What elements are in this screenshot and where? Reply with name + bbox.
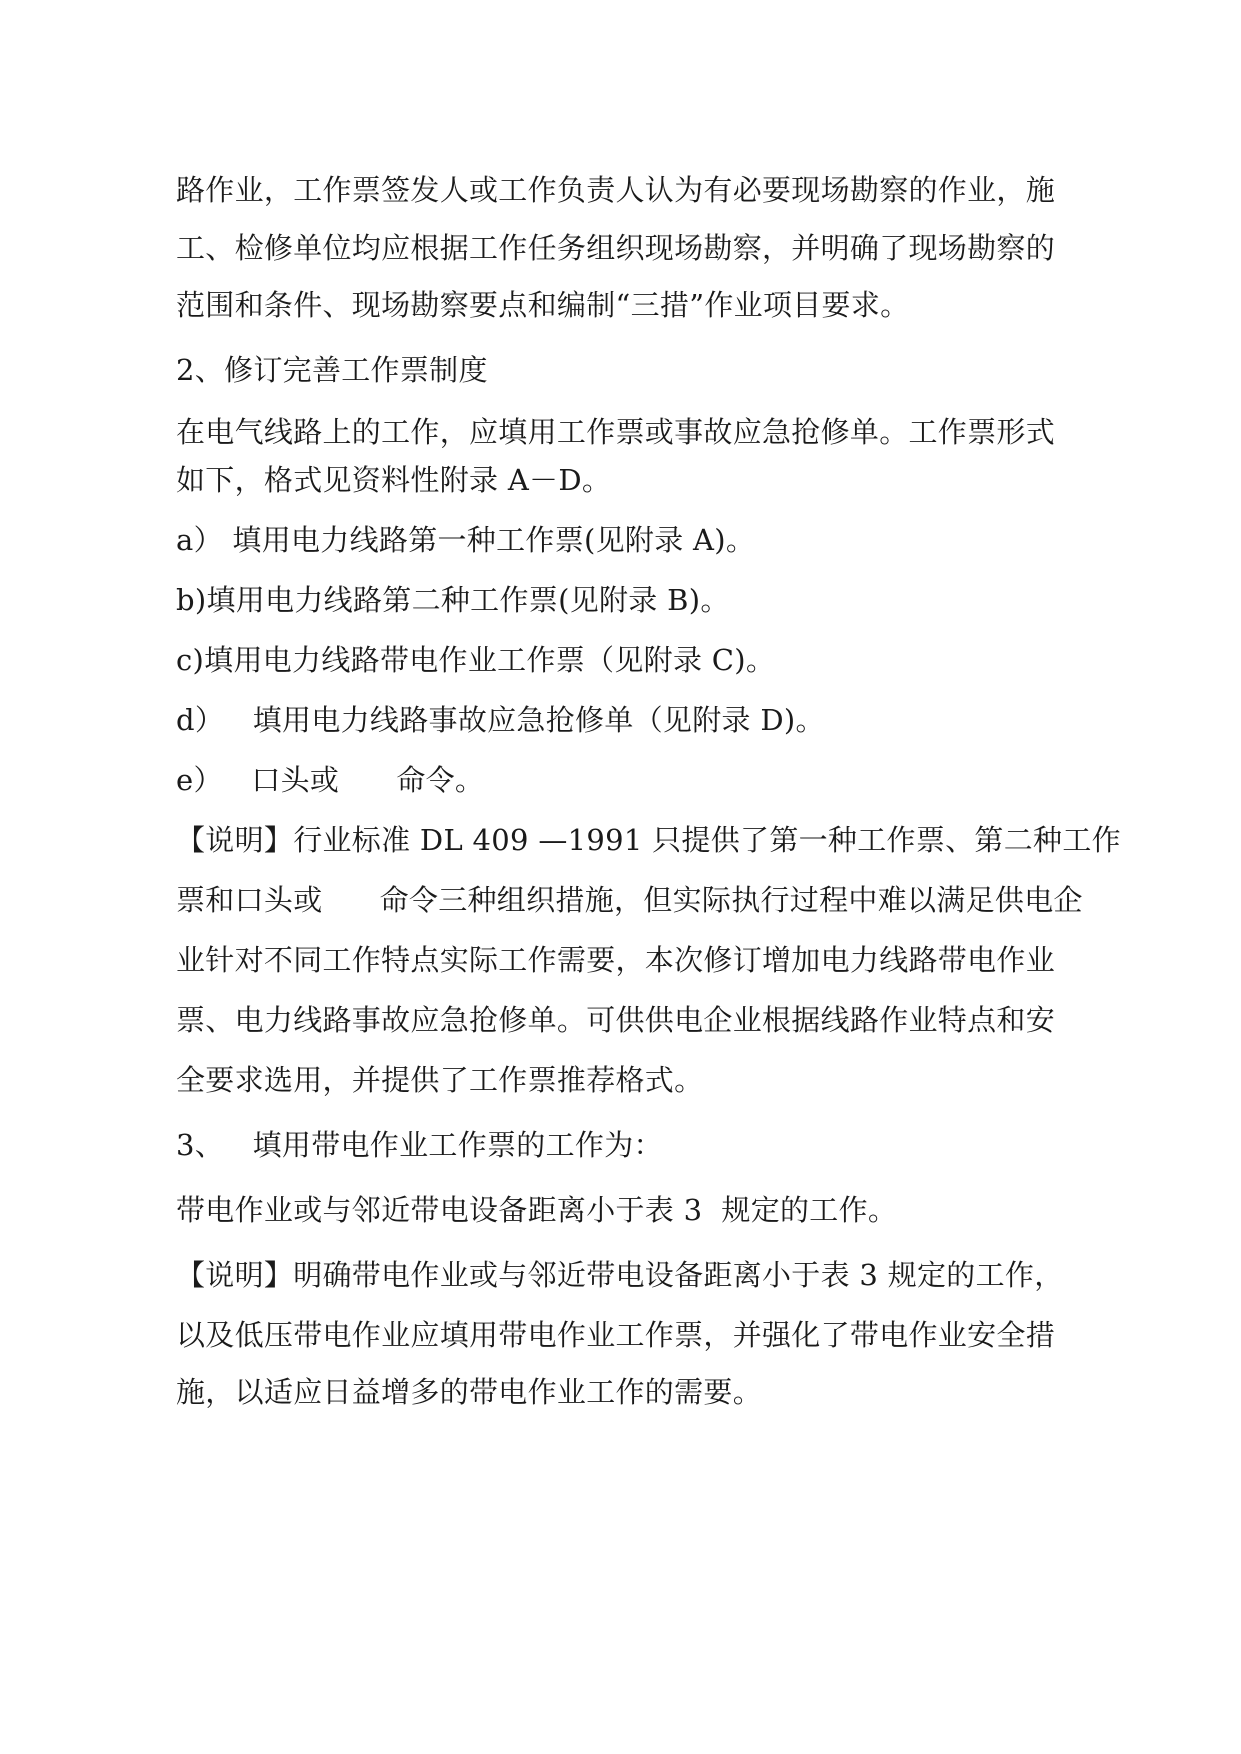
section-heading: 3、 填用带电作业工作票的工作为：: [176, 1128, 663, 1162]
text-line: 带电作业或与邻近带电设备距离小于表 3 规定的工作。: [176, 1193, 898, 1227]
list-item: d） 填用电力线路事故应急抢修单（见附录 D)。: [176, 703, 825, 737]
note-line: 全要求选用，并提供了工作票推荐格式。: [176, 1063, 704, 1097]
list-item: b)填用电力线路第二种工作票(见附录 B)。: [176, 583, 730, 617]
list-item: e） 口头或 命令。: [176, 763, 485, 797]
text-line: 在电气线路上的工作，应填用工作票或事故应急抢修单。工作票形式: [176, 415, 1056, 449]
note-line: 业针对不同工作特点实际工作需要，本次修订增加电力线路带电作业: [176, 943, 1056, 977]
note-line: 以及低压带电作业应填用带电作业工作票，并强化了带电作业安全措: [176, 1318, 1056, 1352]
text-line: 范围和条件、现场勘察要点和编制“三措”作业项目要求。: [176, 288, 910, 322]
text-line: 路作业，工作票签发人或工作负责人认为有必要现场勘察的作业，施: [176, 173, 1056, 207]
list-item: a） 填用电力线路第一种工作票(见附录 A)。: [176, 523, 756, 557]
list-item: c)填用电力线路带电作业工作票（见附录 C)。: [176, 643, 776, 677]
note-line: 票、电力线路事故应急抢修单。可供供电企业根据线路作业特点和安: [176, 1003, 1056, 1037]
section-heading: 2、修订完善工作票制度: [176, 353, 488, 387]
note-line: 【说明】行业标准 DL 409 —1991 只提供了第一种工作票、第二种工作: [176, 823, 1121, 857]
note-line: 【说明】明确带电作业或与邻近带电设备距离小于表 3 规定的工作，: [176, 1258, 1064, 1292]
note-line: 票和口头或 命令三种组织措施，但实际执行过程中难以满足供电企: [176, 883, 1083, 917]
text-line: 如下，格式见资料性附录 A－D。: [176, 463, 612, 497]
note-line: 施，以适应日益增多的带电作业工作的需要。: [176, 1375, 763, 1409]
text-line: 工、检修单位均应根据工作任务组织现场勘察，并明确了现场勘察的: [176, 231, 1056, 265]
